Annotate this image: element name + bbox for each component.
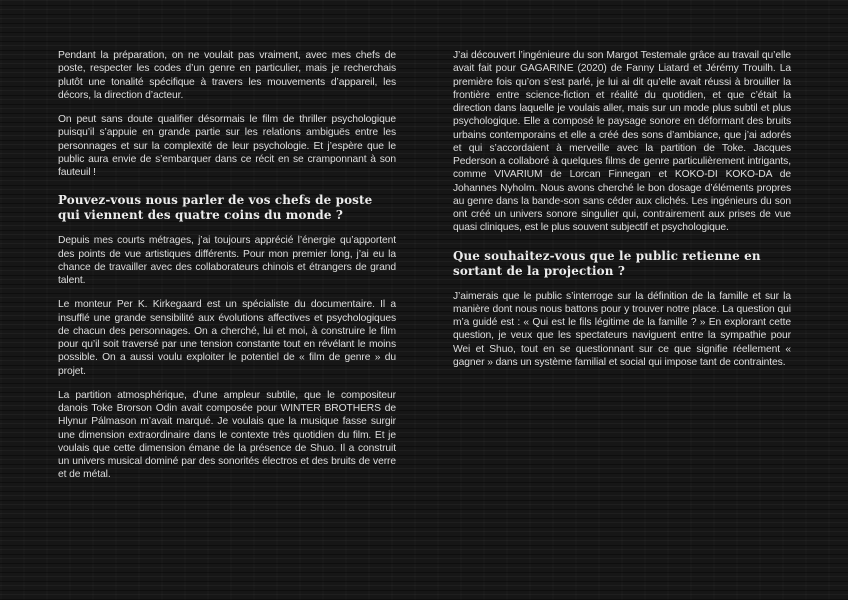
- paragraph: Pendant la préparation, on ne voulait pas vraiment, avec mes chefs de poste, respecter les codes d’un genre en particulier, mais je recherchais plutôt une tonalité spécifique à travers les mouvements d’appareil, les décors, la direction d’acteur.: [58, 50, 396, 101]
- paragraph: On peut sans doute qualifier désormais le film de thriller psychologique puisqu’il s’appuie en grande partie sur les relations ambiguës entre les personnages et sur la complexité de leur psychologie. Et j’espère que le public aura envie de s’embarquer dans ce récit en se cramponnant à son fauteuil !: [58, 114, 396, 178]
- paragraph: J’ai découvert l’ingénieure du son Margot Testemale grâce au travail qu’elle avait fait pour GAGARINE (2020) de Fanny Liatard et Jérémy Trouilh. La première fois qu’on s’est parlé, je lui ai dit qu’elle avait réussi à brouiller la frontière entre science-fiction et réalité du quotidien, et que c’était la direction dans laquelle je voulais aller, mais sur un mode plus subtil et plus psychologique. Elle a composé le paysage sonore en déformant des bruits urbains contemporains et elle a créé des sons d’ambiance, que j’ai adorés et qui s’accordaient à merveille avec la partition de Toke. Jacques Pederson a collaboré à quelques films de genre particulièrement intrigants, comme VIVARIUM de Lorcan Finnegan et KOKO-DI KOKO-DA de Johannes Nyholm. Nous avons cherché le bon dosage d’éléments propres au genre dans la bande-son sans céder aux clichés. Les ingénieurs du son ont créé un univers sonore singulier qui, contrairement aux prises de vue quasi cliniques, est le plus souvent subjectif et psychologique.: [453, 50, 791, 234]
- paragraph: Depuis mes courts métrages, j’ai toujours apprécié l’énergie qu’apportent des points de vue artistiques différents. Pour mon premier long, j’ai eu la chance de travailler avec des collaborateurs chinois et étrangers de grand talent.: [58, 235, 396, 286]
- section-heading: Que souhaitez-vous que le public retienne en sortant de la projection ?: [453, 248, 761, 278]
- paragraph: La partition atmosphérique, d’une ampleur subtile, que le compositeur danois Toke Brorson Odin avait composée pour WINTER BROTHERS de Hlynur Pálmason m’avait marqué. Je voulais que la musique fasse surgir une dimension extraordinaire dans le contexte très quotidien du film. Et je voulais que cette dimension émane de la présence de Shuo. Il a construit un univers musical dominé par des sonorités électros et des bruits de verre et de métal.: [58, 389, 396, 481]
- right-column: [453, 49, 791, 380]
- paragraph: J’aimerais que le public s’interroge sur la définition de la famille et sur la manière dont nous nous battons pour y trouver notre place. La question qui m’a guidé est : « Qui est le fils légitime de la famille ? » En explorant cette question, je veux que les spectateurs naviguent entre la sympathie pour Wei et Shuo, tout en se questionnant sur ce que signifie réellement « gagner » dans un système familial et social qui impose tant de contraintes.: [453, 290, 791, 368]
- left-column: [58, 49, 396, 493]
- section-heading: Pouvez-vous nous parler de vos chefs de poste qui viennent des quatre coins du monde ?: [58, 193, 373, 223]
- paragraph: Le monteur Per K. Kirkegaard est un spécialiste du documentaire. Il a insufflé une grande sensibilité aux évolutions affectives et psychologiques de chacun des personnages. On a cherché, lui et moi, à construire le film pour qu’il soit traversé par une tension constante tout en révélant le moins possible. On a aussi voulu exploiter le potentiel de « film de genre » du projet.: [58, 299, 396, 377]
